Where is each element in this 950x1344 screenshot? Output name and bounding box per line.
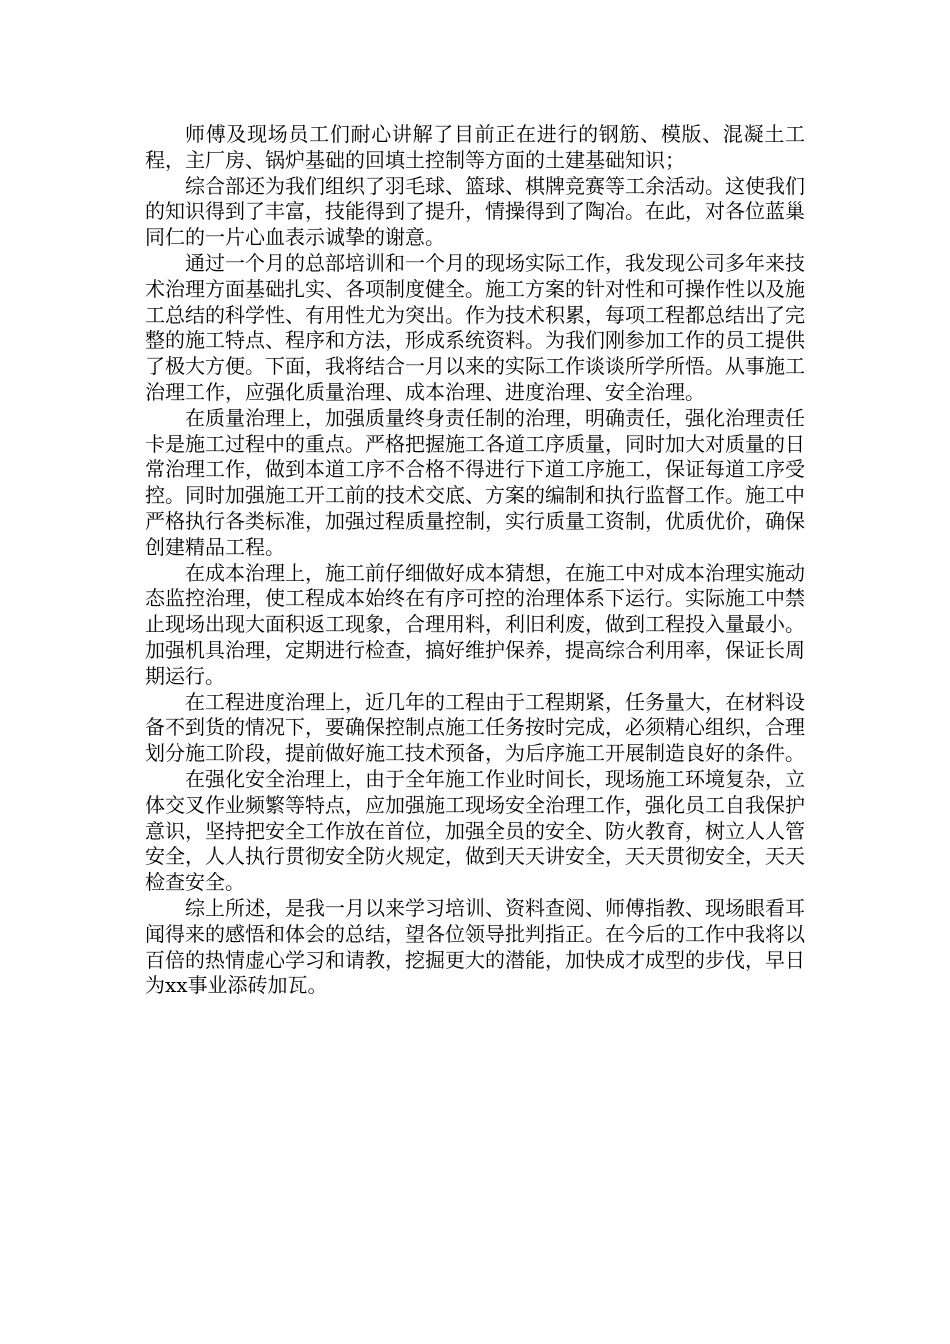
paragraph-8: 综上所述，是我一月以来学习培训、资料查阅、师傅指教、现场眼看耳闻得来的感悟和体会的总结，望各位领导批判指正。在今后的工作中我将以百倍的热情虚心学习和请教，挖掘更大的潜能，加快成才成型的步伐，早日为xx事业添砖加瓦。 [145,895,805,998]
paragraph-6: 在工程进度治理上，近几年的工程由于工程期紧，任务量大，在材料设备不到货的情况下，要确保控制点施工任务按时完成，必须精心组织，合理划分施工阶段，提前做好施工技术预备，为后序施工开展制造良好的条件。 [145,689,805,766]
paragraph-3: 通过一个月的总部培训和一个月的现场实际工作，我发现公司多年来技术治理方面基础扎实、各项制度健全。施工方案的针对性和可操作性以及施工总结的科学性、有用性尤为突出。作为技术积累，每项工程都总结出了完整的施工特点、程序和方法，形成系统资料。为我们刚参加工作的员工提供了极大方便。下面，我将结合一月以来的实际工作谈谈所学所悟。从事施工治理工作，应强化质量治理、成本治理、进度治理、安全治理。 [145,250,805,404]
paragraph-4: 在质量治理上，加强质量终身责任制的治理，明确责任，强化治理责任卡是施工过程中的重点。严格把握施工各道工序质量，同时加大对质量的日常治理工作，做到本道工序不合格不得进行下道工序施工，保证每道工序受控。同时加强施工开工前的技术交底、方案的编制和执行监督工作。施工中严格执行各类标准，加强过程质量控制，实行质量工资制，优质优价，确保创建精品工程。 [145,405,805,559]
paragraph-1: 师傅及现场员工们耐心讲解了目前正在进行的钢筋、模版、混凝土工程，主厂房、锅炉基础的回填土控制等方面的土建基础知识； [145,122,805,172]
body-text [145,122,805,999]
paragraph-2: 综合部还为我们组织了羽毛球、篮球、棋牌竞赛等工余活动。这使我们的知识得到了丰富，技能得到了提升，情操得到了陶冶。在此，对各位蓝巢同仁的一片心血表示诚挚的谢意。 [145,173,805,250]
paragraph-5: 在成本治理上，施工前仔细做好成本猜想，在施工中对成本治理实施动态监控治理，使工程成本始终在有序可控的治理体系下运行。实际施工中禁止现场出现大面积返工现象，合理用料，利旧利废，做到工程投入量最小。加强机具治理，定期进行检查，搞好维护保养，提高综合利用率，保证长周期运行。 [145,560,805,688]
paragraph-7: 在强化安全治理上，由于全年施工作业时间长，现场施工环境复杂，立体交叉作业频繁等特点，应加强施工现场安全治理工作，强化员工自我保护意识，坚持把安全工作放在首位，加强全员的安全、防火教育，树立人人管安全，人人执行贯彻安全防火规定，做到天天讲安全，天天贯彻安全，天天检查安全。 [145,766,805,895]
